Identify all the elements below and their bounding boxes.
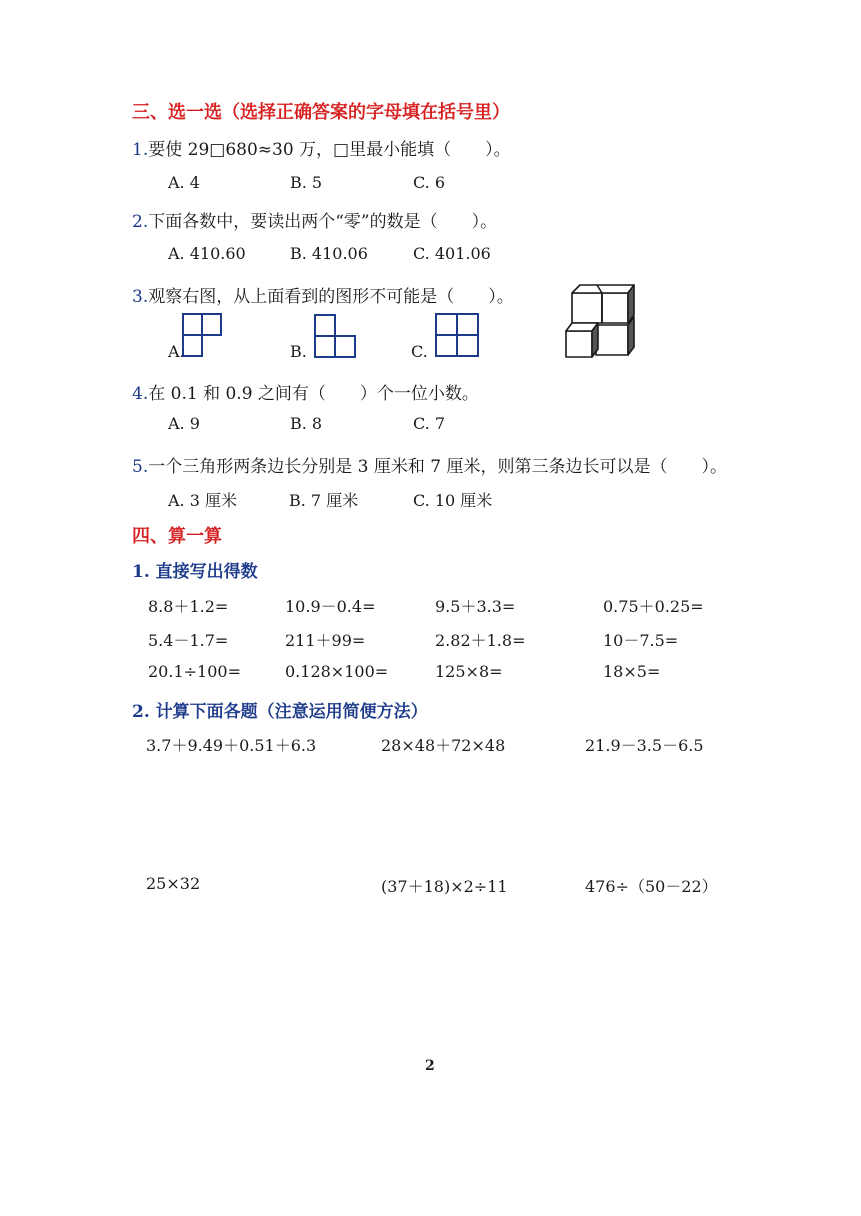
calc-r1-c3: 9.5＋3.3= xyxy=(435,597,516,616)
calc-r2-c2: 211＋99= xyxy=(285,631,366,650)
part-1-title: 1. 直接写出得数 xyxy=(132,562,258,582)
q4-option-a: A. 9 xyxy=(168,414,200,433)
q4-option-b: B. 8 xyxy=(290,414,323,433)
problem-r2-c3: 476÷（50－22） xyxy=(585,877,718,896)
question-2-text: 下面各数中，要读出两个“零”的数是（ ）。 xyxy=(148,212,498,232)
q5-option-c: C. 10 厘米 xyxy=(413,491,493,510)
q4-option-c: C. 7 xyxy=(413,414,446,433)
question-1-text: 要使 29□680≈30 万，□里最小能填（ ）。 xyxy=(148,140,511,160)
q3-option-b: B. xyxy=(290,342,307,361)
question-5 xyxy=(132,452,727,477)
q2-option-c: C. 401.06 xyxy=(413,244,491,263)
calc-r1-c1: 8.8＋1.2= xyxy=(148,597,229,616)
question-4-text: 在 0.1 和 0.9 之间有（ ）个一位小数。 xyxy=(148,384,479,404)
q5-option-b: B. 7 厘米 xyxy=(289,491,359,510)
q3-cube-stack-figure xyxy=(560,283,636,359)
calc-r3-c1: 20.1÷100= xyxy=(148,662,241,681)
q1-option-c: C. 6 xyxy=(413,173,446,192)
part-2-title: 2. 计算下面各题（注意运用简便方法） xyxy=(132,702,428,722)
problem-r2-c2: (37＋18)×2÷11 xyxy=(381,877,508,896)
question-2-number: 2. xyxy=(132,212,149,232)
q1-option-a: A. 4 xyxy=(168,173,200,192)
q1-option-b: B. 5 xyxy=(290,173,323,192)
question-5-text: 一个三角形两条边长分别是 3 厘米和 7 厘米，则第三条边长可以是（ ）。 xyxy=(148,457,727,477)
q3-figure-b xyxy=(314,314,356,358)
question-3 xyxy=(132,282,514,307)
q3-figure-c xyxy=(435,313,479,358)
section-3-title: 三、选一选（选择正确答案的字母填在括号里） xyxy=(132,102,510,123)
calc-r1-c4: 0.75＋0.25= xyxy=(603,597,704,616)
calc-r1-c2: 10.9－0.4= xyxy=(285,597,376,616)
question-5-number: 5. xyxy=(132,457,149,477)
question-2 xyxy=(132,207,497,232)
q3-option-c: C. xyxy=(411,342,428,361)
question-4 xyxy=(132,379,479,404)
problem-r1-c3: 21.9－3.5－6.5 xyxy=(585,736,704,755)
question-3-text: 观察右图，从上面看到的图形不可能是（ ）。 xyxy=(148,287,514,307)
q2-option-b: B. 410.06 xyxy=(290,244,368,263)
calc-r3-c4: 18×5= xyxy=(603,662,661,681)
calc-r2-c1: 5.4－1.7= xyxy=(148,631,229,650)
problem-r1-c1: 3.7＋9.49＋0.51＋6.3 xyxy=(146,736,317,755)
question-1-number: 1. xyxy=(132,140,149,160)
q3-figure-a xyxy=(182,313,222,357)
calc-r2-c3: 2.82＋1.8= xyxy=(435,631,526,650)
question-1 xyxy=(132,135,511,160)
calc-r3-c3: 125×8= xyxy=(435,662,503,681)
calc-r3-c2: 0.128×100= xyxy=(285,662,389,681)
q3-option-a: A. xyxy=(168,342,185,361)
section-4-title: 四、算一算 xyxy=(132,526,222,547)
question-4-number: 4. xyxy=(132,384,149,404)
problem-r2-c1: 25×32 xyxy=(146,874,201,893)
page-number: 2 xyxy=(425,1058,435,1074)
calc-r2-c4: 10－7.5= xyxy=(603,631,679,650)
q2-option-a: A. 410.60 xyxy=(168,244,246,263)
q5-option-a: A. 3 厘米 xyxy=(168,491,237,510)
problem-r1-c2: 28×48＋72×48 xyxy=(381,736,506,755)
question-3-number: 3. xyxy=(132,287,149,307)
